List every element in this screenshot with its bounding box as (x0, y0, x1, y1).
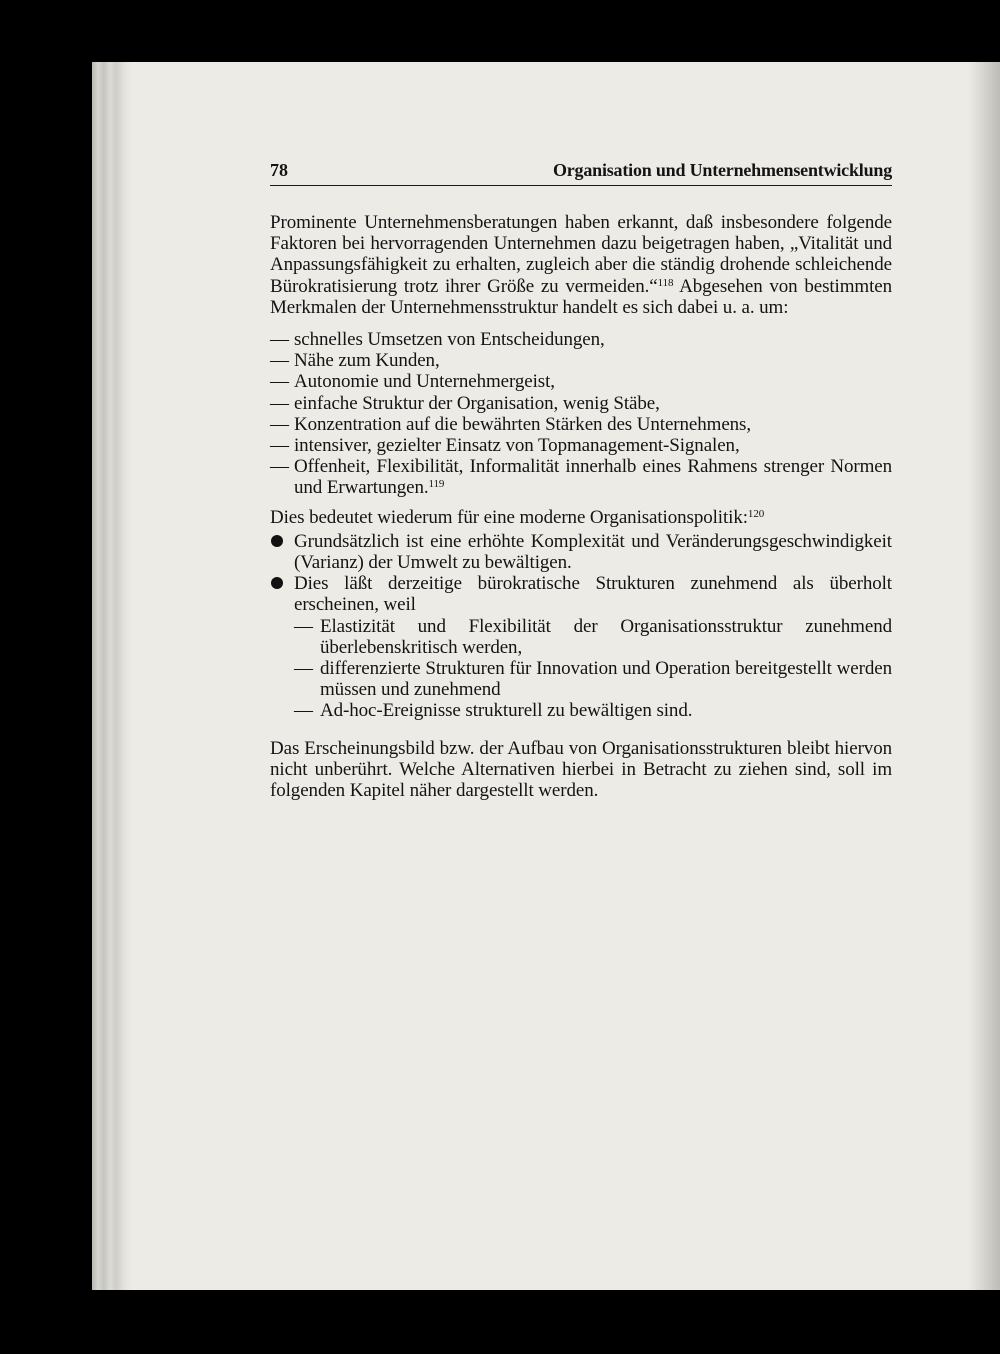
chapter-title: Organisation und Unternehmensentwicklung (552, 160, 892, 180)
footnote-ref-119: 119 (428, 478, 445, 491)
policy-bullet-list (270, 531, 892, 722)
list-item: — intensiver, gezielter Einsatz von Topmanagement-Signalen, (270, 435, 892, 456)
closing-paragraph: Das Erscheinungsbild bzw. der Aufbau von Organisationsstrukturen bleibt hiervon nicht unberührt. Welche Alternativen hierbei in Betracht zu ziehen sind, soll im folgenden Kapitel näher dargestellt werden. (270, 737, 892, 802)
footnote-ref-120: 120 (747, 507, 765, 520)
success-factors-list (270, 329, 892, 499)
list-item: — Nähe zum Kunden, (270, 350, 892, 371)
running-header (270, 160, 892, 186)
sub-list-item: — Ad-hoc-Ereignisse strukturell zu bewältigen sind. (294, 700, 892, 721)
page-stack-edge (92, 62, 132, 1290)
bullet-dot-icon (271, 535, 283, 547)
sub-list-item: — Elastizität und Flexibilität der Organisationsstruktur zunehmend überlebenskritisch werden, (294, 616, 892, 658)
page-number: 78 (270, 160, 288, 180)
list-item: — Offenheit, Flexibilität, Informalität innerhalb eines Rahmens strenger Normen und Erwartungen.$^{119}$ (270, 456, 892, 498)
intro-text-continued: Abgesehen von bestimmten Merkmalen der Unternehmensstruktur handelt es sich dabei u. a. um: (270, 275, 892, 318)
list-item: — Konzentration auf die bewährten Stärken des Unternehmens, (270, 414, 892, 435)
sub-list-item: — differenzierte Strukturen für Innovation und Operation bereitgestellt werden müssen und zunehmend (294, 658, 892, 700)
intro-paragraph (270, 212, 892, 318)
list-item: — schnelles Umsetzen von Entscheidungen, (270, 329, 892, 350)
page-content (270, 160, 892, 801)
bullet-item: Grundsätzlich ist eine erhöhte Komplexität und Veränderungsgeschwindigkeit (Varianz) der Umwelt zu bewältigen. (270, 531, 892, 573)
policy-paragraph: Dies bedeutet wiederum für eine moderne Organisationspolitik:$^{120}$ (270, 506, 765, 528)
body-text (270, 212, 892, 801)
footnote-ref-118: 118 (657, 276, 674, 289)
intro-text: Prominente Unternehmensberatungen haben erkannt, daß insbesondere folgende Faktoren bei hervorragenden Unternehmen dazu beigetragen haben, „Vitalität und Anpassungsfähigkeit zu erhalten, zugleich aber die ständig drohende schleichende Bürokratisierung trotz ihrer Größe zu vermeiden.“ (270, 212, 892, 297)
book-spine-shadow (968, 62, 1000, 1290)
sub-list (294, 616, 892, 722)
bullet-item: Dies läßt derzeitige bürokratische Strukturen zunehmend als überholt erscheinen, weil — Elastizität und Flexibilität der Organisationsstruktur zunehmend überlebenskritisch werden, — differenzierte Strukturen für Innovation und Operation bereitgestellt werden müssen und zunehmend — Ad-hoc-Ereignisse strukturell zu bewältigen sind. (270, 573, 892, 721)
list-item: — Autonomie und Unternehmergeist, (270, 371, 892, 392)
bullet-dot-icon (271, 577, 283, 589)
list-item: — einfache Struktur der Organisation, wenig Stäbe, (270, 393, 892, 414)
